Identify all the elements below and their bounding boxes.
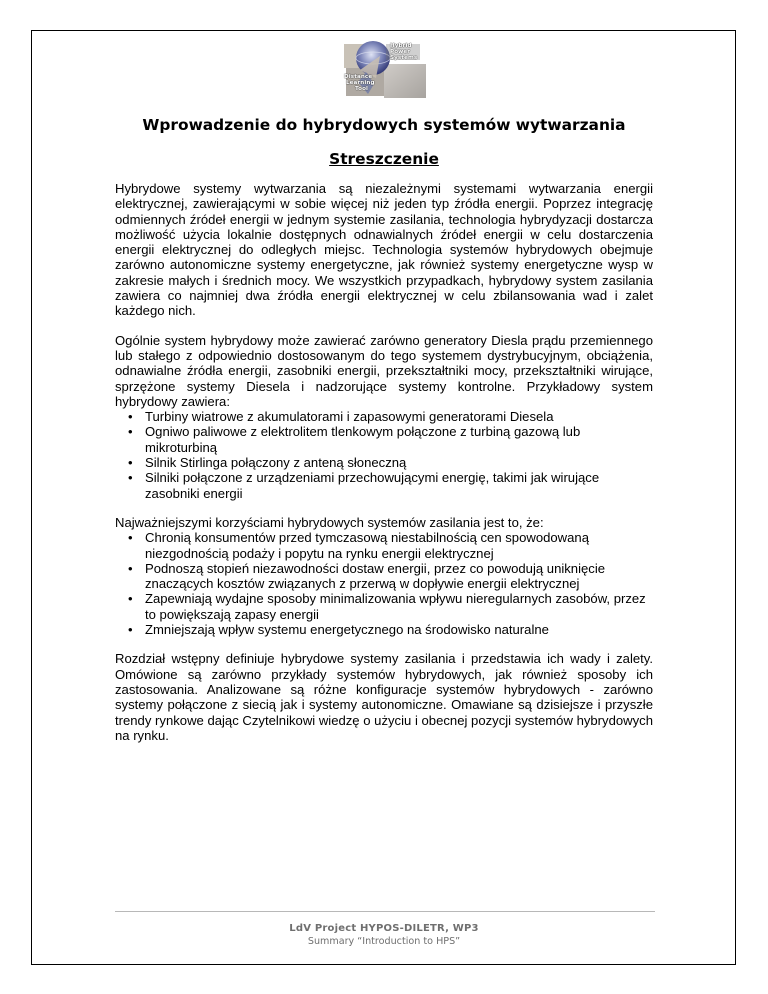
paragraph: Najważniejszymi korzyściami hybrydowych systemów zasilania jest to, że: <box>115 514 544 530</box>
list-item-text: Turbiny wiatrowe z akumulatorami i zapasowymi generatorami Diesela <box>145 409 554 425</box>
list-item-text: Chronią konsumentów przed tymczasową niestabilnością cen spowodowaną niezgodnością podaży i popytu na rynku energii elektrycznej <box>145 530 589 561</box>
paragraph: Hybrydowe systemy wytwarzania są niezależnymi systemami wytwarzania energii elektrycznej, zawierającymi w sobie więcej niż jeden typ źródła energii. Poprzez integrację odmiennych źródeł energii w jednym systemie zasilania, technologia hybrydyzacji dostarcza możliwość użycia lokalnie dostępnych odnawialnych źródeł energii w celu dostarczenia energii elektrycznej do odległych miejsc. Technologia systemów hybrydowych obejmuje zarówno autonomiczne systemy energetyczne, jak również systemy energetyczne wysp w zakresie małych i średnich mocy. We wszystkich przypadkach, hybrydowy system zasilania zawiera co najmniej dwa źródła energii elektrycznej w celu zbilansowania wad i zalet każdego nich. <box>115 181 653 319</box>
benefits-list <box>115 530 653 637</box>
paragraph: Ogólnie system hybrydowy może zawierać zarówno generatory Diesla prądu przemiennego lub stałego z odpowiednio dostosowanym do tego systemem dystrybucyjnym, obciążenia, odnawialne źródła energii, zasobniki energii, przekształtniki mocy, przekształtniki wirujące, sprzężone systemy Diesela i nadzorujące systemy kontrolne. Przykładowy system hybrydowy zawiera: <box>115 332 653 409</box>
bullet-icon: • <box>128 424 133 440</box>
footer-divider <box>115 911 655 912</box>
bullet-icon: • <box>128 455 133 471</box>
list-item <box>115 424 653 455</box>
logo-line: Distance <box>344 74 373 80</box>
list-item <box>115 622 653 637</box>
logo-line: Learning <box>346 80 375 86</box>
list-item-text: Zapewniają wydajne sposoby minimalizowania wpływu nieregularnych zasobów, przez to powiększają zapasy energii <box>145 591 646 622</box>
logo-line: Hybrid <box>390 43 412 49</box>
paragraph: Rozdział wstępny definiuje hybrydowe systemy zasilania i przedstawia ich wady i zalety. Omówione są zarówno przykłady systemów hybrydowych, jak również sposoby ich zastosowania. Analizowane są różne konfiguracje systemów hybrydowych - zarówno systemy połączone z siecią jak i systemy autonomiczne. Omawiane są dzisiejsze i przyszłe trendy rynkowe dając Czytelnikowi wiedzę o użyciu i obecnej pozycji systemów hybrydowych na rynku. <box>115 651 653 743</box>
logo-text-bottom <box>344 74 375 92</box>
example-list <box>115 409 653 501</box>
logo-line: Tool <box>355 86 369 92</box>
list-item-text: Zmniejszają wpływ systemu energetycznego na środowisko naturalne <box>145 622 549 638</box>
document-subtitle: Streszczenie <box>329 150 439 168</box>
bullet-icon: • <box>128 470 133 486</box>
bullet-icon: • <box>128 530 133 546</box>
bullet-icon: • <box>128 622 133 638</box>
list-item-text: Ogniwo paliwowe z elektrolitem tlenkowym połączone z turbiną gazową lub mikroturbiną <box>145 424 581 455</box>
list-item <box>115 591 653 622</box>
logo-line: Power <box>390 49 411 55</box>
list-item-text: Silniki połączone z urządzeniami przechowującymi energię, takimi jak wirujące zasobniki energii <box>145 470 600 501</box>
hybrid-power-systems-logo <box>340 38 430 100</box>
logo-line: Systems <box>390 55 418 61</box>
bullet-icon: • <box>128 591 133 607</box>
logo-text-top <box>390 43 417 61</box>
footer-summary: Summary “Introduction to HPS” <box>307 936 461 947</box>
list-item <box>115 530 653 561</box>
list-item-text: Silnik Stirlinga połączony z anteną słoneczną <box>145 455 407 471</box>
list-item-text: Podnoszą stopień niezawodności dostaw energii, przez co powodują uniknięcie znaczących kosztów związanych z przerwą w dopływie energii elektrycznej <box>145 560 606 592</box>
bullet-icon: • <box>128 560 133 576</box>
bullet-icon: • <box>128 409 133 425</box>
document-body <box>115 181 653 743</box>
footer-project: LdV Project HYPOS-DILETR, WP3 <box>289 923 479 934</box>
list-item <box>115 470 653 501</box>
list-item <box>115 455 653 470</box>
list-item <box>115 409 653 424</box>
document-title: Wprowadzenie do hybrydowych systemów wytwarzania <box>142 116 626 134</box>
list-item <box>115 561 653 592</box>
